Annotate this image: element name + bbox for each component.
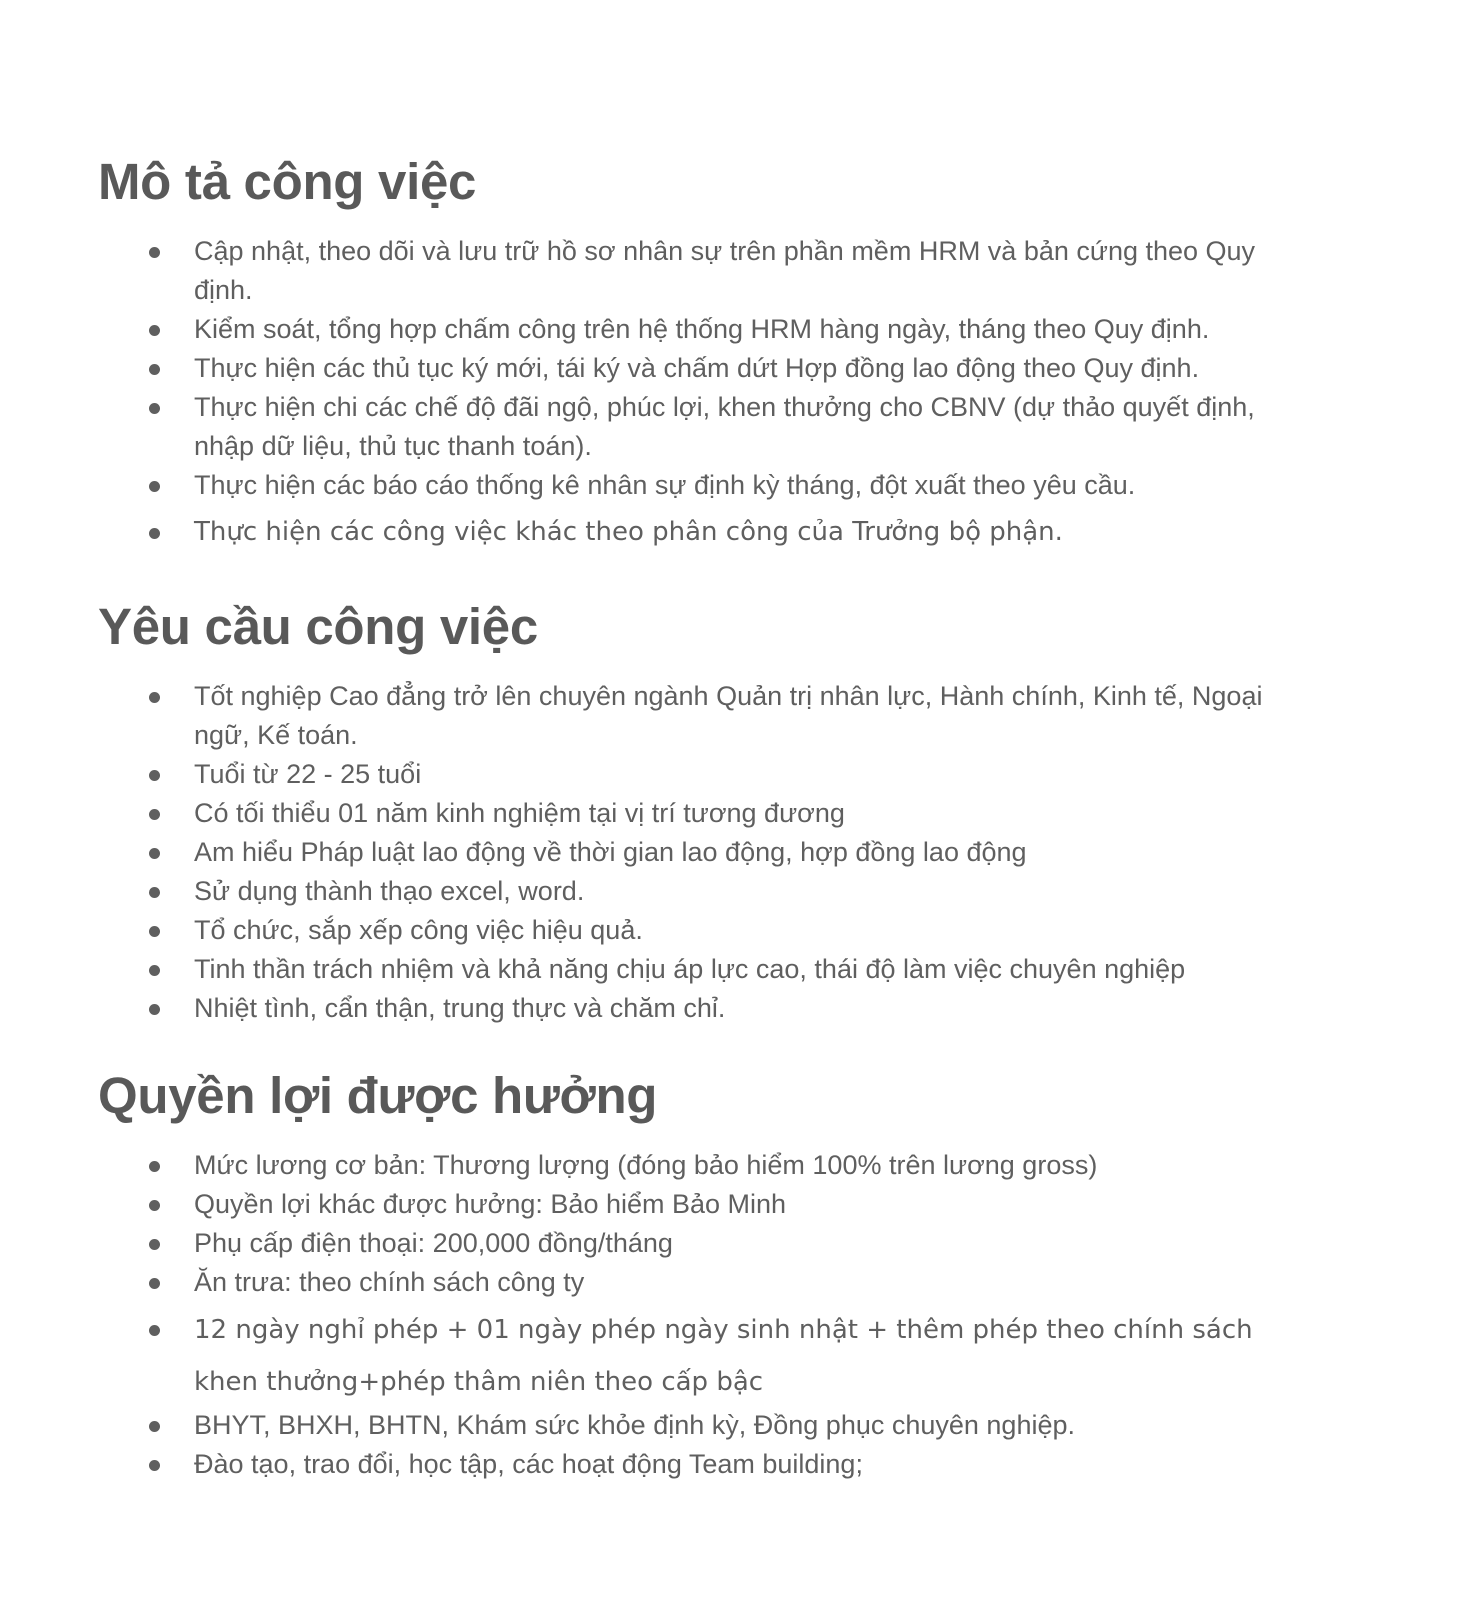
bullet-icon [149, 809, 160, 820]
bullet-icon [149, 1460, 160, 1471]
bullet-icon [149, 926, 160, 937]
bullet-icon [149, 692, 160, 703]
bullet-icon [149, 1325, 160, 1336]
bullet-icon [149, 887, 160, 898]
list-item: Am hiểu Pháp luật lao động về thời gian lao động, hợp đồng lao động [98, 833, 1304, 872]
list-item: Thực hiện các công việc khác theo phân công của Trưởng bộ phận. [98, 513, 1304, 552]
list-item: 12 ngày nghỉ phép + 01 ngày phép ngày sinh nhật + thêm phép theo chính sách khen thưởng+phép thâm niên theo cấp bậc [98, 1304, 1304, 1408]
bullet-icon [149, 481, 160, 492]
bullet-icon [149, 364, 160, 375]
list-item: Nhiệt tình, cẩn thận, trung thực và chăm chỉ. [98, 989, 1304, 1028]
job-requirements-heading: Yêu cầu công việc [98, 598, 538, 655]
benefits-heading: Quyền lợi được hưởng [98, 1067, 658, 1124]
list-item: Đào tạo, trao đổi, học tập, các hoạt động Team building; [98, 1445, 1304, 1484]
job-description-list [98, 232, 1348, 552]
benefits-section [98, 1066, 1348, 1484]
bullet-icon [149, 965, 160, 976]
job-requirements-list [98, 677, 1348, 1028]
list-item: Thực hiện các thủ tục ký mới, tái ký và chấm dứt Hợp đồng lao động theo Quy định. [98, 349, 1304, 388]
list-item: Kiểm soát, tổng hợp chấm công trên hệ thống HRM hàng ngày, tháng theo Quy định. [98, 310, 1304, 349]
list-item: Sử dụng thành thạo excel, word. [98, 872, 1304, 911]
list-item: Tổ chức, sắp xếp công việc hiệu quả. [98, 911, 1304, 950]
list-item: BHYT, BHXH, BHTN, Khám sức khỏe định kỳ, Đồng phục chuyên nghiệp. [98, 1406, 1304, 1445]
bullet-icon [149, 1421, 160, 1432]
list-item: Phụ cấp điện thoại: 200,000 đồng/tháng [98, 1224, 1304, 1263]
list-item: Thực hiện các báo cáo thống kê nhân sự định kỳ tháng, đột xuất theo yêu cầu. [98, 466, 1304, 505]
bullet-icon [149, 528, 160, 539]
bullet-icon [149, 1239, 160, 1250]
benefits-list [98, 1146, 1348, 1484]
list-item: Có tối thiểu 01 năm kinh nghiệm tại vị trí tương đương [98, 794, 1304, 833]
list-item: Tinh thần trách nhiệm và khả năng chịu áp lực cao, thái độ làm việc chuyên nghiệp [98, 950, 1304, 989]
bullet-icon [149, 325, 160, 336]
list-item: Mức lương cơ bản: Thương lượng (đóng bảo hiểm 100% trên lương gross) [98, 1146, 1304, 1185]
bullet-icon [149, 247, 160, 258]
job-description-section [98, 152, 1348, 552]
job-description-heading: Mô tả công việc [98, 153, 477, 210]
list-item: Ăn trưa: theo chính sách công ty [98, 1263, 1304, 1302]
bullet-icon [149, 1004, 160, 1015]
list-item: Quyền lợi khác được hưởng: Bảo hiểm Bảo Minh [98, 1185, 1304, 1224]
bullet-icon [149, 1278, 160, 1289]
bullet-icon [149, 403, 160, 414]
list-item: Tốt nghiệp Cao đẳng trở lên chuyên ngành Quản trị nhân lực, Hành chính, Kinh tế, Ngoại ngữ, Kế toán. [98, 677, 1304, 755]
bullet-icon [149, 1161, 160, 1172]
list-item: Tuổi từ 22 - 25 tuổi [98, 755, 1304, 794]
bullet-icon [149, 848, 160, 859]
list-item: Thực hiện chi các chế độ đãi ngộ, phúc lợi, khen thưởng cho CBNV (dự thảo quyết định, nhập dữ liệu, thủ tục thanh toán). [98, 388, 1304, 466]
bullet-icon [149, 770, 160, 781]
bullet-icon [149, 1200, 160, 1211]
job-requirements-section [98, 597, 1348, 1028]
list-item: Cập nhật, theo dõi và lưu trữ hồ sơ nhân sự trên phần mềm HRM và bản cứng theo Quy định. [98, 232, 1304, 310]
